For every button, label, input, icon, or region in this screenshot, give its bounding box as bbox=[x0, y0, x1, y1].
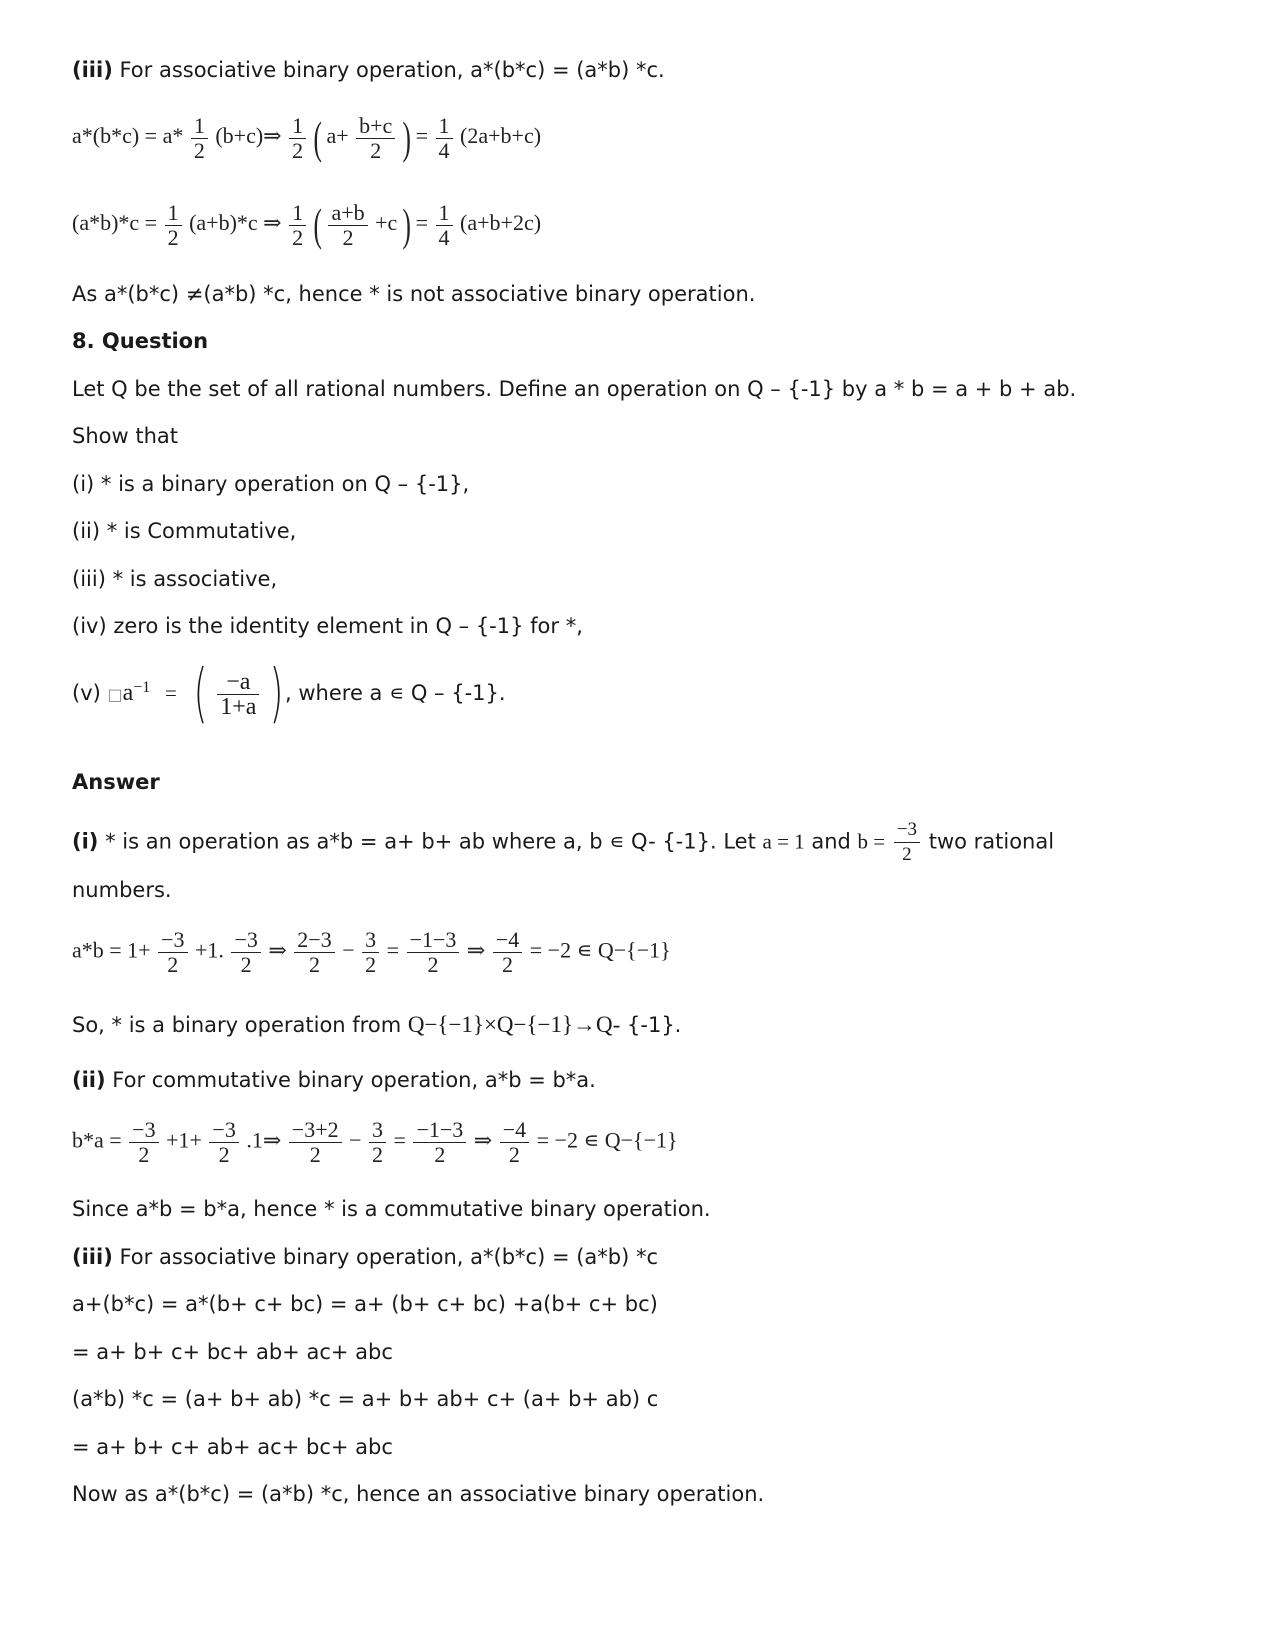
statement-text: {-1}. bbox=[620, 1013, 682, 1037]
eq-text: ⇒ bbox=[268, 937, 287, 963]
eq-text: = bbox=[415, 123, 429, 149]
derivation-line: = a+ b+ c+ ab+ ac+ bc+ abc bbox=[72, 1435, 393, 1459]
fraction: $\frac{1}{2}$ bbox=[289, 114, 306, 163]
eq-text: .1⇒ bbox=[246, 1127, 282, 1153]
fraction: $\frac{3}{2}$ bbox=[362, 928, 379, 977]
answer-part-i-cont: numbers. bbox=[72, 878, 172, 902]
fraction: $\frac{1}{4}$ bbox=[436, 201, 453, 250]
question-item: (ii) * is Commutative, bbox=[72, 519, 297, 543]
associative-conclusion: Now as a*(b*c) = (a*b) *c, hence an associative binary operation. bbox=[72, 1482, 765, 1506]
fraction: $\frac{1}{2}$ bbox=[289, 201, 306, 250]
fraction: $\frac{-1-3}{2}$ bbox=[413, 1118, 466, 1167]
question-item: (iii) * is associative, bbox=[72, 567, 278, 591]
equation-4 bbox=[72, 1118, 678, 1167]
question-item: (i) * is a binary operation on Q – {-1}, bbox=[72, 472, 470, 496]
eq-text: +1+ bbox=[166, 1127, 202, 1153]
eq-text: (b+c)⇒ bbox=[215, 123, 282, 149]
eq-text: = −2 ∊ Q−{−1} bbox=[529, 937, 671, 963]
eq-text: = bbox=[386, 937, 400, 963]
fraction: $\frac{1}{4}$ bbox=[436, 114, 453, 163]
part-text: and bbox=[804, 829, 858, 854]
question-heading: 8. Question bbox=[72, 329, 209, 353]
part-label: (iii) bbox=[72, 58, 113, 82]
fraction: $\frac{b+c}{2}$ bbox=[356, 114, 395, 163]
part-label: (i) bbox=[72, 829, 99, 854]
eq-text: = bbox=[393, 1127, 406, 1153]
part-text: For associative binary operation, a*(b*c) = (a*b) *c bbox=[112, 1245, 659, 1269]
binary-operation-statement bbox=[72, 1012, 681, 1038]
fraction: $\frac{-a}{1+a}$ bbox=[217, 670, 259, 719]
item-label: (v) bbox=[72, 681, 108, 705]
fraction: $\frac{3}{2}$ bbox=[369, 1118, 386, 1167]
part-label: (iii) bbox=[72, 1245, 113, 1269]
eq-text: +c bbox=[375, 210, 398, 236]
eq-text: b*a = bbox=[72, 1127, 122, 1153]
commutative-conclusion: Since a*b = b*a, hence * is a commutative binary operation. bbox=[72, 1197, 711, 1221]
question-text: Let Q be the set of all rational numbers. Define an operation on Q – {-1} by a * b = a + b + ab. bbox=[72, 377, 1077, 401]
conclusion-not-associative: As a*(b*c) ≠(a*b) *c, hence * is not associative binary operation. bbox=[72, 282, 756, 306]
fraction: $\frac{-3}{2}$ bbox=[894, 818, 920, 867]
question-show: Show that bbox=[72, 424, 178, 448]
math-eq: = bbox=[165, 681, 177, 705]
answer-heading: Answer bbox=[72, 770, 160, 794]
eq-text: (a*b)*c = bbox=[72, 210, 158, 236]
fraction: $\frac{-3}{2}$ bbox=[209, 1118, 238, 1167]
answer-part-ii bbox=[72, 1068, 596, 1092]
eq-text: ⇒ bbox=[466, 937, 486, 963]
fraction: $\frac{1}{2}$ bbox=[191, 114, 208, 163]
question-item: (iv) zero is the identity element in Q – {-1} for *, bbox=[72, 614, 583, 638]
eq-text: a*(b*c) = a* bbox=[72, 123, 184, 149]
part-label: (ii) bbox=[72, 1068, 106, 1092]
answer-part-iii bbox=[72, 1245, 658, 1269]
part-text: For associative binary operation, a*(b*c) = (a*b) *c. bbox=[112, 58, 665, 82]
math-sup: −1 bbox=[133, 679, 151, 696]
question-item-v: (v) $□a^{-1}$ = ( $\frac{-a}{1+a}$ ), where a ∊ Q – {-1}. bbox=[72, 657, 506, 731]
eq-text: a*b = 1+ bbox=[72, 937, 151, 963]
part-text: For commutative binary operation, a*b = b*a. bbox=[105, 1068, 596, 1092]
fraction: $\frac{-4}{2}$ bbox=[493, 928, 522, 977]
equation-2: (a*b)*c = $\frac{1}{2}$ (a+b)*c ⇒ $\frac{1}{2}$ ( $\frac{a+b}{2}$ +c ) = $\frac{1}{4}$ (a+b+2c) bbox=[72, 199, 542, 250]
missing-glyph-box: □ bbox=[107, 685, 123, 704]
derivation-line: = a+ b+ c+ bc+ ab+ ac+ abc bbox=[72, 1340, 393, 1364]
eq-text: (a+b+2c) bbox=[460, 210, 542, 236]
math-inline: b = bbox=[857, 829, 886, 854]
eq-text: = −2 ∊ Q−{−1} bbox=[536, 1127, 678, 1153]
fraction: $\frac{-3+2}{2}$ bbox=[289, 1118, 342, 1167]
derivation-line: (a*b) *c = (a+ b+ ab) *c = a+ b+ ab+ c+ (a+ b+ ab) c bbox=[72, 1387, 659, 1411]
eq-text: ⇒ bbox=[473, 1127, 493, 1153]
fraction: $\frac{a+b}{2}$ bbox=[328, 201, 367, 250]
fraction: $\frac{2-3}{2}$ bbox=[294, 928, 334, 977]
eq-text: +1. bbox=[195, 937, 224, 963]
eq-text: (a+b)*c ⇒ bbox=[189, 210, 282, 236]
fraction: $\frac{-3}{2}$ bbox=[158, 928, 187, 977]
equation-1: a*(b*c) = a* $\frac{1}{2}$ (b+c)⇒ $\frac{1}{2}$ ( a+ $\frac{b+c}{2}$ ) = $\frac{1}{4}$ (2a+b+c) bbox=[72, 112, 542, 163]
math-inline: a = 1 bbox=[762, 829, 805, 854]
equation-3 bbox=[72, 928, 671, 977]
math-var: a bbox=[122, 680, 134, 706]
eq-text: (2a+b+c) bbox=[460, 123, 542, 149]
fraction: $\frac{1}{2}$ bbox=[165, 201, 182, 250]
answer-part-i bbox=[72, 818, 1054, 867]
part-text: two rational bbox=[922, 829, 1055, 854]
part-text: * is an operation as a*b = a+ b+ ab where a, b ∊ Q- {-1}. Let bbox=[98, 829, 763, 854]
derivation-line: a+(b*c) = a*(b+ c+ bc) = a+ (b+ c+ bc) +a(b+ c+ bc) bbox=[72, 1292, 658, 1316]
fraction: $\frac{-4}{2}$ bbox=[500, 1118, 529, 1167]
math-inline: Q−{−1}×Q−{−1}→Q- bbox=[407, 1012, 621, 1037]
statement-text: So, * is a binary operation from bbox=[72, 1013, 408, 1037]
fraction: $\frac{-3}{2}$ bbox=[129, 1118, 158, 1167]
fraction: $\frac{-3}{2}$ bbox=[231, 928, 260, 977]
fraction: $\frac{-1-3}{2}$ bbox=[407, 928, 460, 977]
eq-text: a+ bbox=[326, 123, 349, 149]
eq-text: − bbox=[342, 937, 355, 963]
item-tail: , where a ∊ Q – {-1}. bbox=[285, 681, 506, 705]
eq-text: = bbox=[415, 210, 429, 236]
eq-text: − bbox=[349, 1127, 362, 1153]
part-iii-intro bbox=[72, 58, 665, 82]
